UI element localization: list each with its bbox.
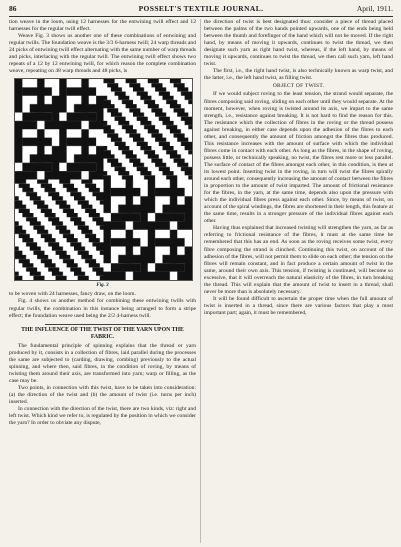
left-column: [9, 19, 196, 545]
section-heading: THE INFLUENCE OF THE TWIST OF THE YARN UPON THE FABRIC.: [21, 326, 184, 340]
weave-diagram-image: [14, 78, 193, 281]
paragraph: Two points, in connection with this twist, have to be taken into consideration: (a) the direction of the twist and (b) the amount of twist (i.e. turns per inch) inserted.: [9, 384, 196, 405]
paragraph: the direction of twist is best designated thus: consider a piece of thread placed between the palms of the two hands pointed upwards, one of the ends being held between the thumb and forefinger of the hand which will not be moved. If the right hand, by means of moving it upwards, continues to twist the thread, we then designate such yarn as right hand twist, whereas, if the left hand, by means of moving it upwards, continues to twist the thread, we then call such yarn, left hand twist.: [204, 19, 393, 68]
paragraph: In connection with the direction of the twist, there are two kinds, viz: right and left twist. Which kind we refer to, is regulated by the position in which we consider the yarn? In order to obviate any dispute,: [9, 406, 196, 427]
journal-title: POSSELT'S TEXTILE JOURNAL.: [138, 4, 264, 13]
header-rule: [9, 16, 393, 17]
figure-caption: Fig. 3: [96, 283, 109, 289]
subheading: OBJECT OF TWIST.: [272, 83, 325, 90]
page-number: 86: [9, 4, 17, 13]
paragraph: tion weave in the loom, using 12 harnesses for the entwining twill effect and 12 harnesses for the regular twill effect.: [9, 19, 196, 33]
paragraph: It will be found difficult to ascertain the proper time when the full amount of twist is inserted in a thread, since there are various factors that play a most important part; again, it must be remembered,: [204, 295, 393, 316]
issue-date: April, 1911.: [356, 4, 393, 13]
section-divider: [45, 324, 160, 325]
paragraph: Weave Fig. 3 shows us another one of these combinations of entwining and regular twills. The foundation weave is the 3/3 6-harness twill; 24 warp threads and 24 picks of entwining twill effect alternating with the same number of warp threads and picks, interlacing with the regular twill. The entwining twill effect shows two repeats of a 12 by 12 entwining twill, for which reason the complete combination weave, repeating on 48 warp threads and 48 picks, is: [9, 33, 196, 75]
paragraph: The fundamental principle of spinning explains that the thread or yarn produced by it, consists in a collection of fibres, laid parallel during the processes the same are subjected to (carding, drawing, combing) previously to the actual spinning, and where then, said fibres, in the condition of roving, by means of twisting them around their axis, are transformed into yarn; warp or filling, as the case may be.: [9, 342, 196, 384]
paragraph: Having thus explained that increased twisting will strengthen the yarn, as far as referring to frictional resistance of the fibres, it must at the same time be remembered that this has an end. As soon as the roving receives some twist, every fibre composing the strand is clinched. Continuing this twist, on account of the adhesion of the fibres, will not permit them to slide on each other; the tension on the fibres will remain constant, and in fact produce a certain amount of twist in the same, around their own axis. This tension, if twisting is continued, will become so excessive, that it will overreach the natural elasticity of the fibres, in turn breaking the thread. This will explain that the amount of twist to insert in a thread, shall never be more than is absolutely necessary.: [204, 225, 393, 295]
figure-3: [14, 78, 191, 289]
paragraph: If we would subject roving to the least tension, the strand would separate, the fibres composing said roving, sliding on each other until they would separate. At the moment, however, when roving is twisted around its axis, we impart to the same strength, i.e., resistance against breaking. It is not hard to find the reason for this. The resistance which the collection of fibres in the roving or the thread possess against breaking, in either case depends upon the adhesion of the fibres to each other, and consequently the amount of friction amongst the fibres thus produced. This resistance increases with the amount of surface with which the individual fibres come in contact with each other. As long as the fibres, in the shape of roving, possess little, or technically speaking, no twist, the fibres rest more or less parallel. The surface of contact of the fibres amongst each other, in this condition, is then at its lowest point. Inserting twist in the roving, in turn will twist the fibres spirally around each other, consequently increasing the amount of contact between the fibres in proportion to the amount of twist imparted. The amount of frictional resistance for the fibres, in the yarn, at the same time, depends also upon the pressure with which the individual fibres press against each other. Since, by means of twist, on account of the spiral windings, the fibres are shortened in their length, this feature at the same time, results in a stronger pressure of the individual fibres against each other.: [204, 91, 393, 225]
right-column: [204, 19, 393, 545]
paragraph: to be woven with 24 harnesses, fancy draw, on the loom.: [9, 291, 136, 298]
paragraph: The first, i.e., the right hand twist, is also technically known as warp twist, and the latter, i.e., the left hand twist, as filling twist.: [204, 68, 393, 82]
page-header: [9, 3, 393, 15]
column-divider: [200, 19, 201, 543]
paragraph: Fig. 4 shows us another method for combining these entwining twills with regular twills, the combination in this instance being arranged to form a stripe effect; the foundation weave used being the 2/2 4-harness twill.: [9, 298, 196, 319]
